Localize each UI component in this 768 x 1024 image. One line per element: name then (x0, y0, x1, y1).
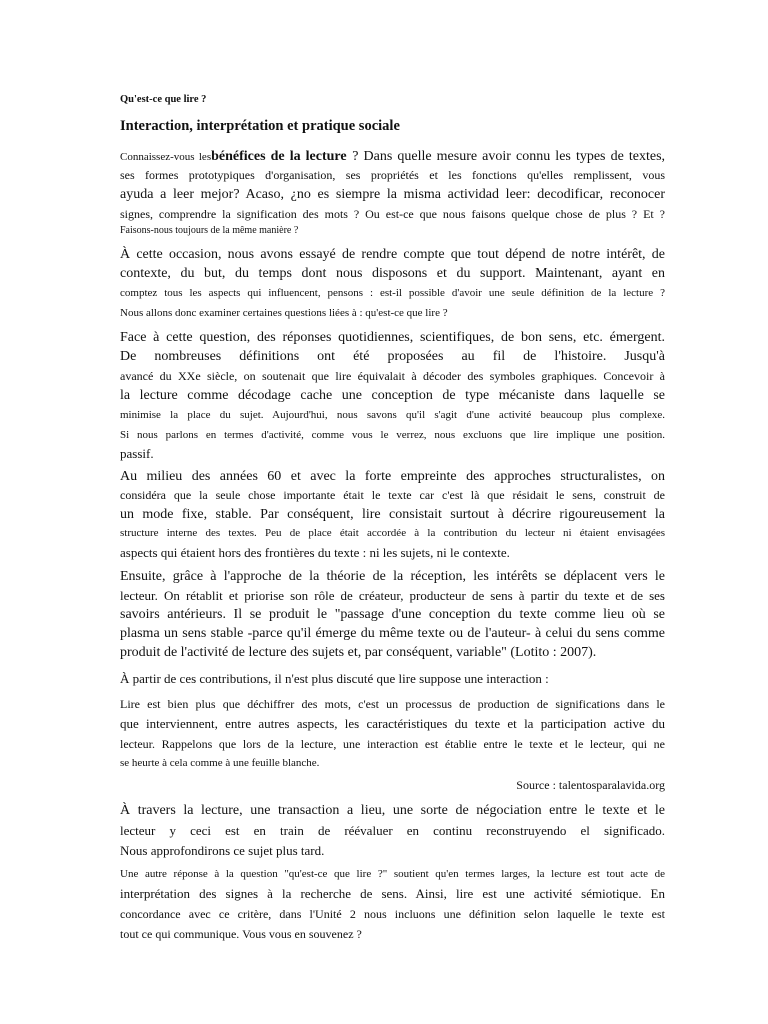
paragraph-line: tout ce qui communique. Vous vous en souvenez ? (120, 927, 362, 941)
paragraph-line: Ensuite, grâce à l'approche de la théorie de la réception, les intérêts se déplacent vers le (120, 569, 665, 584)
paragraph-transaction (120, 801, 665, 861)
document-kicker: Qu'est-ce que lire ? (120, 94, 207, 105)
paragraph-line: concordance avec ce critère, dans l'Unité 2 nous incluons une définition selon laquelle le texte est (120, 907, 665, 921)
paragraph-line: Face à cette question, des réponses quotidiennes, scientifiques, de bon sens, etc. émergent. (120, 330, 665, 345)
paragraph-line: À partir de ces contributions, il n'est plus discuté que lire suppose une interaction : (120, 671, 549, 686)
paragraph-line: comptez tous les aspects qui influencent, pensons : est-il possible d'avoir une seule définition de la lecture ? (120, 287, 665, 299)
paragraph-line: passif. (120, 446, 154, 461)
paragraph-line: aspects qui étaient hors des frontières du texte : ni les sujets, ni le contexte. (120, 545, 510, 560)
paragraph-line: signes, comprendre la signification des mots ? Ou est-ce que nous faisons quelque chose de plus ? Et ? (120, 207, 665, 221)
paragraph-line: De nombreuses définitions ont été proposées au fil de l'histoire. Jusqu'à (120, 349, 665, 364)
paragraph-semiotic (120, 864, 665, 944)
paragraph-reception-theory (120, 567, 665, 662)
paragraph-structuralism (120, 467, 665, 562)
paragraph-line: Au milieu des années 60 et avec la forte empreinte des approches structuralistes, on (120, 469, 665, 484)
paragraph-line: se heurte à cela comme à une feuille blanche. (120, 757, 320, 769)
paragraph-line: Faisons-nous toujours de la même manière ? (120, 225, 299, 236)
paragraph-line: ayuda a leer mejor? Acaso, ¿no es siempre la misma actividad leer: decodificar, reconocer (120, 187, 665, 202)
paragraph-line: structure interne des textes. Peu de place était accordée à la contribution du lecteur ni étaient envisagées (120, 527, 665, 539)
paragraph-line: contexte, du but, du temps dont nous disposons et du support. Maintenant, ayant en (120, 266, 665, 281)
paragraph-intro (120, 145, 665, 239)
paragraph-line: savoirs antérieurs. Il se produit le "passage d'une conception du texte comme lieu où se (120, 607, 665, 622)
paragraph-line: minimise la place du sujet. Aujourd'hui, nous savons qu'il s'agit d'une activité beaucoup plus complexe. (120, 409, 665, 421)
paragraph-line: la lecture comme décodage cache une conception de type mécaniste dans laquelle se (120, 388, 665, 403)
paragraph-line: Nous allons donc examiner certaines questions liées à : qu'est-ce que lire ? (120, 307, 448, 319)
paragraph-line: Une autre réponse à la question "qu'est-ce que lire ?" soutient qu'en termes larges, la lecture est tout acte de (120, 868, 665, 880)
paragraph-line: À travers la lecture, une transaction a lieu, une sorte de négociation entre le texte et le (120, 803, 665, 818)
paragraph-line: lecteur. On rétablit et priorise son rôle de créateur, producteur de sens à partir du texte et de ses (120, 588, 665, 603)
paragraph-line: ses formes prototypiques d'organisation, ses propriétés et les fonctions qu'elles remplissent, vous (120, 168, 665, 182)
paragraph-interaction-lead (120, 669, 665, 688)
paragraph-line: lecteur y ceci est en train de réévaluer en continu reconstruyendo el significado. (120, 823, 665, 838)
paragraph-quote (120, 694, 665, 773)
paragraph-line: un mode fixe, stable. Par conséquent, lire consistait surtout à décrire rigoureusement la (120, 507, 665, 522)
paragraph-line: À cette occasion, nous avons essayé de rendre compte que tout dépend de notre intérêt, de (120, 247, 665, 262)
text-run: Connaissez-vous les (120, 151, 212, 163)
paragraph-line: considéra que la seule chose importante était le texte car c'est là que résidait le sens, construit de (120, 488, 665, 502)
section-heading: Interaction, interprétation et pratique sociale (120, 118, 400, 134)
paragraph-line (120, 145, 665, 166)
paragraph-line: produit de l'activité de lecture des sujets et, par conséquent, variable" (Lotito : 2007). (120, 645, 597, 660)
emphasis-text: bénéfices de la lecture (211, 149, 347, 164)
paragraph-line: lecteur. Rappelons que lors de la lecture, une interaction est établie entre le texte et le lecteur, qui ne (120, 737, 665, 751)
paragraph-line: que interviennent, entre autres aspects, les caractéristiques du texte et la participation active du (120, 716, 665, 731)
paragraph-line: Nous approfondirons ce sujet plus tard. (120, 843, 325, 858)
paragraph-line: Lire est bien plus que déchiffrer des mots, c'est un processus de production de significations dans le (120, 697, 665, 711)
paragraph-line: plasma un sens stable -parce qu'il émerge du même texte ou de l'auteur- à celui du sens comme (120, 626, 665, 641)
paragraph-definitions (120, 328, 665, 462)
paragraph-line: interprétation des signes à la recherche de sens. Ainsi, lire est une activité sémiotique. En (120, 886, 665, 901)
text-run: ? Dans quelle mesure avoir connu les types de textes, (352, 149, 665, 164)
paragraph-line: Si nous parlons en termes d'activité, comme vous le verrez, nous excluons que lire implique une position. (120, 429, 665, 441)
source-citation: Source : talentosparalavida.org (516, 778, 665, 792)
paragraph-context (120, 244, 665, 323)
paragraph-line: avancé du XXe siècle, on soutenait que lire équivalait à décoder des symboles graphiques. Concevoir à (120, 369, 665, 383)
